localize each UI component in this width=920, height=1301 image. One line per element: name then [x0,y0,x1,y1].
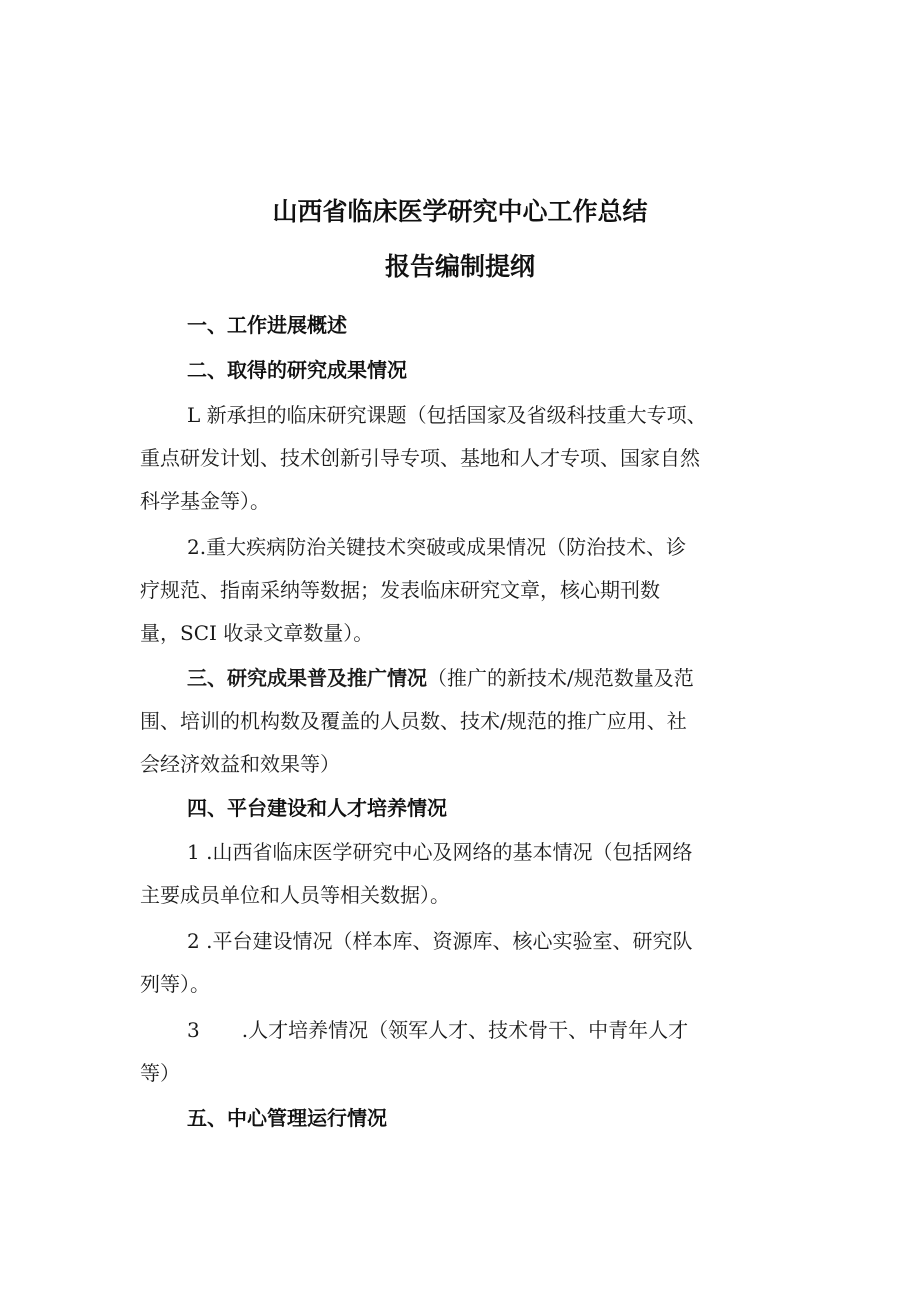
section-2-item-1-line-1: L 新承担的临床研究课题（包括国家及省级科技重大专项、 [187,403,707,427]
section-4-item-1-line-2: 主要成员单位和人员等相关数据）。 [140,883,450,907]
section-2-item-1-line-3: 科学基金等）。 [140,489,270,513]
section-2-item-2-line-2: 疗规范、指南采纳等数据；发表临床研究文章，核心期刊数 [140,578,660,602]
section-4-heading: 四、平台建设和人才培养情况 [187,796,447,820]
section-4-item-3-line-2: 等） [140,1061,180,1085]
section-4-item-2-line-2: 列等）。 [140,972,210,996]
section-2-heading: 二、取得的研究成果情况 [187,358,407,382]
section-2-item-1-line-2: 重点研发计划、技术创新引导专项、基地和人才专项、国家自然 [140,446,700,470]
section-4-item-3-line-1 [187,1014,688,1043]
section-3-line-2: 围、培训的机构数及覆盖的人员数、技术/规范的推广应用、社 [140,709,687,733]
section-1-heading: 一、工作进展概述 [187,313,347,337]
section-3-line-1-rest: （推广的新技术/规范数量及范 [427,666,694,690]
section-4-item-3-number: 3 [187,1018,200,1042]
section-2-item-2-line-1: 2.重大疾病防治关键技术突破或成果情况（防治技术、诊 [187,535,687,559]
section-2-item-2-line-3: 量，SCI 收录文章数量）。 [140,621,374,645]
document-title-line-1: 山西省临床医学研究中心工作总结 [272,197,648,226]
section-4-item-2-line-1: 2 .平台建设情况（样本库、资源库、核心实验室、研究队 [187,929,693,953]
section-5-heading: 五、中心管理运行情况 [187,1106,387,1130]
section-4-item-3-line-1-rest: .人才培养情况（领军人才、技术骨干、中青年人才 [241,1018,689,1042]
section-4-item-1-line-1: 1 .山西省临床医学研究中心及网络的基本情况（包括网络 [187,840,693,864]
document-title-line-2: 报告编制提纲 [384,252,535,281]
section-3-line-3: 会经济效益和效果等） [140,752,340,776]
section-3-line-1 [187,662,694,691]
section-3-heading: 三、研究成果普及推广情况 [187,666,427,690]
